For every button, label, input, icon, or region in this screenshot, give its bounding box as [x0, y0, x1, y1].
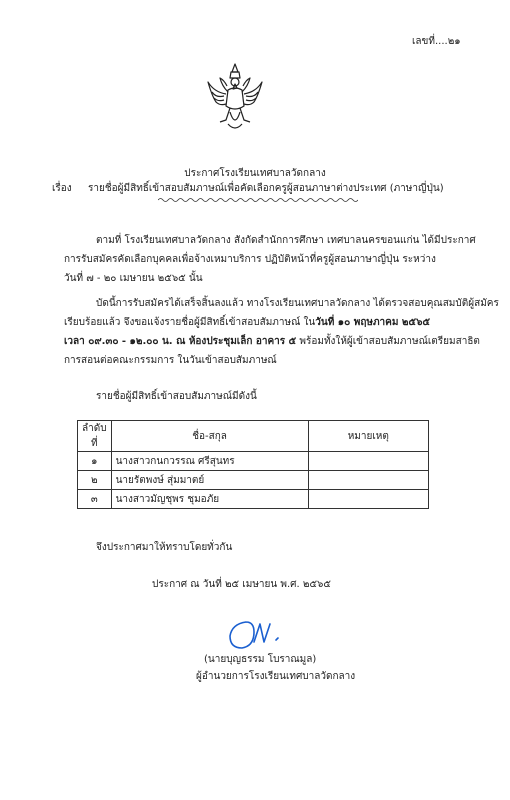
- document-number: [412, 34, 461, 49]
- paragraph-2-line-4: การสอนต่อคณะกรรมการ ในวันเข้าสอบสัมภาษณ์: [64, 355, 277, 366]
- row-order: ๓: [78, 490, 112, 509]
- row-name: นางสาวกนกวรรณ ศรีสุนทร: [111, 452, 308, 471]
- paragraph-2-line-3-text: พร้อมทั้งให้ผู้เข้าสอบสัมภาษณ์เตรียมสาธิต: [296, 336, 480, 347]
- row-name: นางสาวมัญชุพร ชุมอภัย: [111, 490, 308, 509]
- column-header-order: ลำดับที่: [78, 421, 112, 452]
- row-note: [308, 490, 428, 509]
- column-header-name: ชื่อ-สกุล: [111, 421, 308, 452]
- announcement-date: ประกาศ ณ วันที่ ๒๕ เมษายน พ.ศ. ๒๕๖๕: [152, 579, 331, 590]
- tilde-divider: [158, 196, 358, 204]
- paragraph-1-line-1: ตามที่ โรงเรียนเทศบาลวัดกลาง สังกัดสำนักการศึกษา เทศบาลนครขอนแก่น ได้มีประกาศ: [96, 235, 476, 246]
- paragraph-1-line-3: วันที่ ๗ - ๒๐ เมษายน ๒๕๖๕ นั้น: [64, 273, 203, 284]
- subject-text: รายชื่อผู้มีสิทธิ์เข้าสอบสัมภาษณ์เพื่อคัดเลือกครูผู้สอนภาษาต่างประเทศ (ภาษาญี่ปุ่น): [88, 183, 444, 194]
- paragraph-2-line-2: [64, 313, 430, 332]
- garuda-emblem-icon: [206, 62, 264, 134]
- table-row: [78, 490, 429, 509]
- paragraph-2-line-1: บัดนี้การรับสมัครได้เสร็จสิ้นลงแล้ว ทางโรงเรียนเทศบาลวัดกลาง ได้ตรวจสอบคุณสมบัติผู้สมัคร: [96, 298, 499, 309]
- subject-line: [52, 181, 444, 196]
- interview-time-venue: เวลา ๐๙.๓๐ - ๑๒.๐๐ น. ณ ห้องประชุมเล็ก อาคาร ๕: [64, 336, 297, 347]
- paragraph-2-line-2-text: เรียบร้อยแล้ว จึงขอแจ้งรายชื่อผู้มีสิทธิ์เข้าสอบสัมภาษณ์ ใน: [64, 317, 316, 328]
- row-order: ๑: [78, 452, 112, 471]
- table-row: [78, 471, 429, 490]
- announcement-heading: ประกาศโรงเรียนเทศบาลวัดกลาง: [184, 168, 326, 179]
- document-number-dots: ....: [434, 36, 448, 47]
- candidate-table: [77, 420, 429, 509]
- document-number-label: เลขที่: [412, 36, 435, 47]
- signatory-name: (นายบุญธรรม โบราณมูล): [204, 654, 317, 665]
- signatory-position: ผู้อำนวยการโรงเรียนเทศบาลวัดกลาง: [196, 671, 356, 682]
- column-header-note: หมายเหตุ: [308, 421, 428, 452]
- row-note: [308, 452, 428, 471]
- subject-label: เรื่อง: [52, 183, 72, 194]
- row-name: นายรัตพงษ์ สุ่มมาตย์: [111, 471, 308, 490]
- candidate-list-label: รายชื่อผู้มีสิทธิ์เข้าสอบสัมภาษณ์มีดังนี้: [96, 391, 257, 402]
- row-order: ๒: [78, 471, 112, 490]
- row-note: [308, 471, 428, 490]
- document-number-value: ๒๑: [447, 36, 461, 47]
- interview-date: วันที่ ๑๐ พฤษภาคม ๒๕๖๕: [315, 317, 431, 328]
- paragraph-2-line-3: [64, 332, 480, 351]
- closing-statement: จึงประกาศมาให้ทราบโดยทั่วกัน: [96, 542, 233, 553]
- paragraph-1-line-2: การรับสมัครคัดเลือกบุคคลเพื่อจ้างเหมาบริการ ปฏิบัติหน้าที่ครูผู้สอนภาษาญี่ปุ่น ระหว่าง: [64, 254, 436, 265]
- table-row: [78, 452, 429, 471]
- table-header-row: [78, 421, 429, 452]
